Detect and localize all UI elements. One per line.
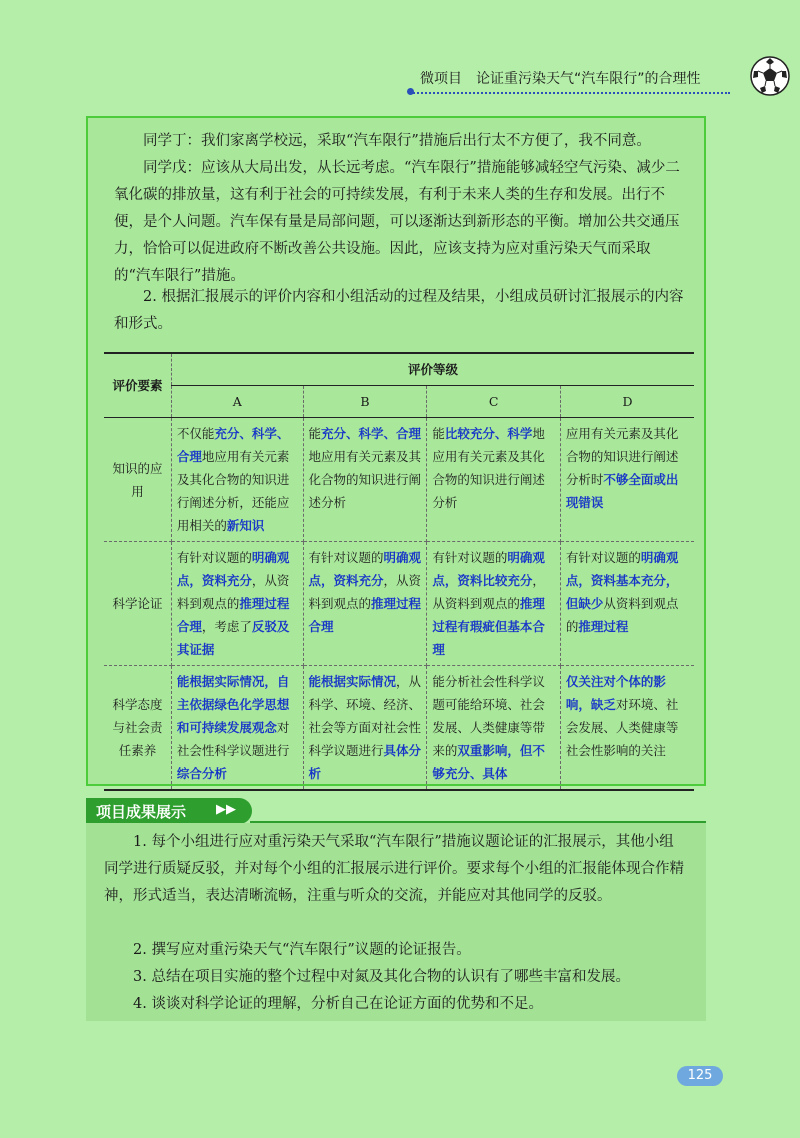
cell-text: 地应用有关元素及其化合物的知识进行阐述分析	[308, 449, 422, 510]
cell-text: 对环境、社会发展、人类健康等社会性影响的关注	[565, 697, 679, 758]
highlighted-text: 双重影响，但不够充分、具体	[432, 743, 545, 781]
header-evaluation-factor: 评价要素	[104, 353, 171, 418]
molecule-ball-icon	[748, 54, 792, 98]
row-label: 科学论证	[104, 542, 171, 666]
dialogue-student-wu: 同学戊：应该从大局出发，从长远考虑。“汽车限行”措施能够减轻空气污染、减少二氧化碳的排放量，这有利于社会的可持续发展，有利于未来人类的生存和发展。出行不便，是个人问题。汽车保有量是局部问题，可以逐渐达到新形态的平衡。增加公共交通压力，恰恰可以促进政府不断改善公共设施。因此，应该支持为应对重污染天气而采取的“汽车限行”措施。	[114, 160, 680, 284]
result-item-1: 1. 每个小组进行应对重污染天气采取“汽车限行”措施议题论证的汇报展示，其他小组同学进行质疑反驳，并对每个小组的汇报展示进行评价。要求每个小组的汇报能体现合作精神，形式适当，表达清晰流畅，注重与听众的交流，并能应对其他同学的反驳。	[104, 834, 684, 904]
table-cell	[171, 666, 303, 791]
cell-text: ，考虑了	[201, 619, 252, 634]
highlighted-text: 综合分析	[176, 766, 227, 781]
table-cell	[427, 542, 561, 666]
cell-text: ，从科学、环境、经济、社会等方面对社会性科学议题进行	[308, 674, 422, 758]
highlighted-text: 充分、科学、合理	[321, 426, 422, 441]
cell-text: ，从资料到观点的	[308, 573, 422, 611]
table-row	[104, 542, 694, 666]
cell-text: 对社会性科学议题进行	[176, 720, 290, 758]
result-item-2: 2. 撰写应对重污染天气“汽车限行”议题的论证报告。	[133, 942, 471, 958]
highlighted-text: 明确观点，资料比较充分	[432, 550, 545, 588]
header-rule	[410, 92, 730, 94]
highlighted-text: 不够全面或出现错误	[565, 472, 679, 510]
highlighted-text: 具体分析	[308, 743, 422, 781]
cell-text: 不仅能	[176, 426, 215, 441]
dialogue-student-ding: 同学丁：我们家离学校远，采取“汽车限行”措施后出行太不方便了，我不同意。	[143, 133, 651, 149]
cell-text: 能	[432, 426, 445, 441]
table-cell	[427, 666, 561, 791]
grade-a: A	[171, 386, 303, 418]
cell-text: 有针对议题的	[432, 550, 508, 565]
highlighted-text: 充分、科学、合理	[176, 426, 290, 464]
grade-d: D	[560, 386, 694, 418]
section-title: 项目成果展示	[96, 803, 187, 821]
cell-text: 地应用有关元素及其化合物的知识进行阐述分析	[432, 426, 545, 510]
table-cell	[303, 666, 427, 791]
row-label: 知识的应用	[104, 418, 171, 542]
instruction-item-2: 2. 根据汇报展示的评价内容和小组活动的过程及结果，小组成员研讨汇报展示的内容和形式。	[114, 289, 684, 332]
highlighted-text: 明确观点，资料基本充分，但缺少	[565, 550, 679, 611]
table-row	[104, 666, 694, 791]
highlighted-text: 推理过程	[578, 619, 629, 634]
table-cell	[560, 666, 694, 791]
cell-text: 有针对议题的	[176, 550, 252, 565]
cell-text: 能分析社会性科学议题可能给环境、社会发展、人类健康等带来的	[432, 674, 545, 758]
result-item-4: 4. 谈谈对科学论证的理解，分析自己在论证方面的优势和不足。	[133, 996, 543, 1012]
table-cell	[303, 418, 427, 542]
row-label: 科学态度与社会责任素养	[104, 666, 171, 791]
highlighted-text: 新知识	[226, 518, 265, 533]
highlighted-text: 比较充分、科学	[444, 426, 533, 441]
highlighted-text: 推理过程有瑕疵但基本合理	[432, 596, 545, 657]
cell-text: 地应用有关元素及其化合物的知识进行阐述分析，还能应用相关的	[176, 449, 290, 533]
highlighted-text: 推理过程合理	[308, 596, 422, 634]
highlighted-text: 明确观点，资料充分	[308, 550, 422, 588]
cell-text: 能	[308, 426, 322, 441]
cell-text: 有针对议题的	[308, 550, 384, 565]
evaluation-table	[104, 352, 694, 791]
result-item-3: 3. 总结在项目实施的整个过程中对氮及其化合物的认识有了哪些丰富和发展。	[133, 969, 630, 985]
header-evaluation-level: 评价等级	[171, 353, 694, 386]
grade-c: C	[427, 386, 561, 418]
table-cell	[427, 418, 561, 542]
header-dot	[407, 88, 414, 95]
table-cell	[560, 542, 694, 666]
table-row	[104, 418, 694, 542]
project-results-box	[86, 823, 706, 1021]
table-cell	[171, 542, 303, 666]
table-cell	[560, 418, 694, 542]
highlighted-text: 能根据实际情况，自主依据绿色化学思想和可持续发展观念	[176, 674, 290, 735]
highlighted-text: 能根据实际情况	[308, 674, 397, 689]
highlighted-text: 仅关注对个体的影响，缺乏	[565, 674, 666, 712]
cell-text: ，从资料到观点的	[432, 573, 545, 611]
table-cell	[171, 418, 303, 542]
section-tab	[86, 798, 252, 824]
cell-text: 从资料到观点的	[565, 596, 679, 634]
page-number: 125	[677, 1066, 723, 1086]
discussion-box	[86, 116, 706, 786]
grade-b: B	[303, 386, 427, 418]
double-arrow-icon: ▶▶	[216, 802, 236, 817]
cell-text: ，从资料到观点的	[176, 573, 290, 611]
running-header	[410, 62, 730, 92]
highlighted-text: 明确观点，资料充分	[176, 550, 290, 588]
header-title: 微项目 论证重污染天气“汽车限行”的合理性	[420, 71, 701, 87]
highlighted-text: 推理过程合理	[176, 596, 290, 634]
evaluation-table-body	[104, 418, 694, 791]
highlighted-text: 反驳及其证据	[176, 619, 290, 657]
cell-text: 有针对议题的	[565, 550, 641, 565]
cell-text: 应用有关元素及其化合物的知识进行阐述分析时	[565, 426, 679, 487]
table-cell	[303, 542, 427, 666]
